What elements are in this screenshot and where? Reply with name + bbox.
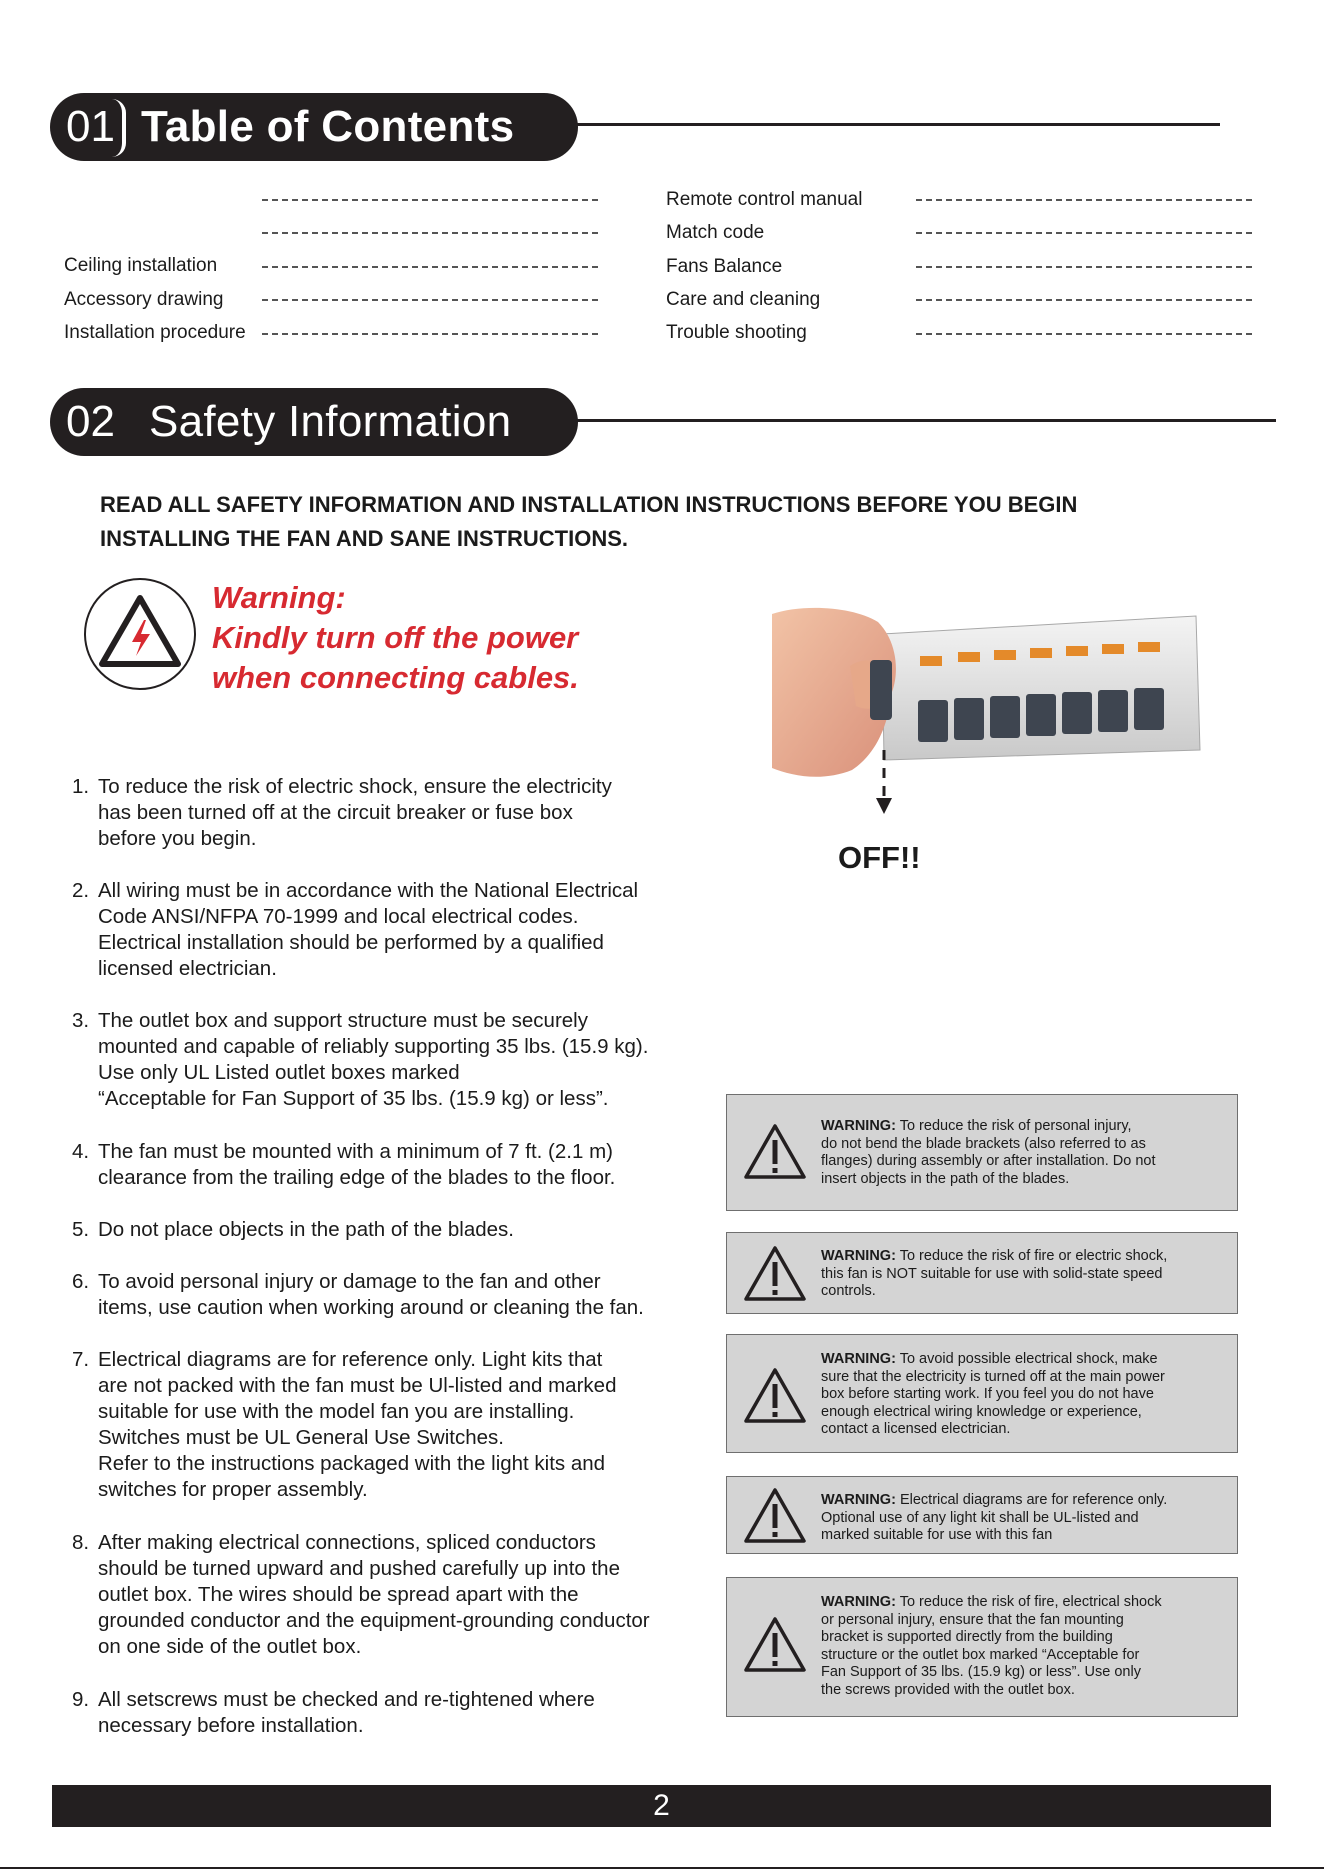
toc-leader (262, 266, 598, 268)
toc-item-label[interactable]: Care and cleaning (666, 289, 821, 310)
safety-item: 4. The fan must be mounted with a minimum of 7 ft. (2.1 m) clearance from the trailing edge of the blades to the floor. (72, 1140, 616, 1189)
toc-leader (916, 299, 1252, 301)
safety-section-header (50, 388, 578, 456)
toc-leader (262, 199, 598, 201)
toc-leader (916, 333, 1252, 335)
toc-section-header (50, 93, 578, 161)
safety-item: 7. Electrical diagrams are for reference only. Light kits that are not packed with the fan must be Ul-listed and marked suitable for use with the model fan you are installing. Switches must be UL General Use Switches. Refer to the instructions packaged with the light kits and switches for proper assembly. (72, 1348, 617, 1501)
safety-item: 8. After making electrical connections, spliced conductors should be turned upward and pushed carefully up into the outlet box. The wires should be spread apart with the grounded conductor and the equipment-grounding conductor on one side of the outlet box. (72, 1531, 650, 1658)
safety-item: 3. The outlet box and support structure must be securely mounted and capable of reliably supporting 35 lbs. (15.9 kg). Use only UL Listed outlet boxes marked “Acceptable for Fan Support of 35 lbs. (15.9 kg) or less”. (72, 1009, 649, 1110)
caution-triangle-icon (743, 1367, 807, 1425)
warning-box: WARNING: To reduce the risk of fire or electric shock, this fan is NOT suitable for use with solid-state speed controls. (726, 1232, 1238, 1314)
caution-triangle-icon (743, 1245, 807, 1303)
safety-item: 6. To avoid personal injury or damage to the fan and other items, use caution when working around or cleaning the fan. (72, 1270, 644, 1319)
safety-item: 9. All setscrews must be checked and re-tightened where necessary before installation. (72, 1688, 595, 1737)
toc-leader (916, 232, 1252, 234)
safety-heading: READ ALL SAFETY INFORMATION AND INSTALLATION INSTRUCTIONS BEFORE YOU BEGIN INSTALLING THE FAN AND SANE INSTRUCTIONS. (100, 492, 1078, 551)
warning-box: WARNING: To avoid possible electrical shock, make sure that the electricity is turned off at the main power box before starting work. If you feel you do not have enough electrical wiring knowledge or experience, contact a licensed electrician. (726, 1334, 1238, 1453)
high-voltage-warning-icon (84, 578, 196, 690)
section-title: Table of Contents (140, 102, 515, 151)
off-label: OFF!! (838, 840, 921, 875)
toc-item-label[interactable]: Trouble shooting (666, 322, 807, 343)
section-rule (570, 123, 1220, 126)
toc-item-label[interactable]: Match code (666, 222, 765, 243)
section-title: Safety Information (148, 397, 512, 446)
toc-leader (916, 266, 1252, 268)
toc-item-label[interactable]: Ceiling installation (64, 255, 218, 276)
caution-triangle-icon (743, 1487, 807, 1545)
caution-triangle-icon (743, 1123, 807, 1181)
toc-leader (916, 199, 1252, 201)
warning-box: WARNING: Electrical diagrams are for reference only. Optional use of any light kit shall be UL-listed and marked suitable for use with this fan (726, 1476, 1238, 1554)
section-number: 02 (66, 397, 115, 446)
circuit-breaker-photo (772, 600, 1204, 860)
safety-item: 1. To reduce the risk of electric shock, ensure the electricity has been turned off at the circuit breaker or fuse box before you begin. (72, 775, 612, 850)
section-number-separator (112, 99, 126, 157)
section-rule (570, 419, 1276, 422)
warning-box: WARNING: To reduce the risk of fire, electrical shock or personal injury, ensure that the fan mounting bracket is supported directly from the building structure or the outlet box marked “Acceptable for Fan Support of 35 lbs. (15.9 kg) or less”. Use only the screws provided with the outlet box. (726, 1577, 1238, 1717)
toc-leader (262, 232, 598, 234)
toc-item-label[interactable]: Installation procedure (64, 322, 246, 343)
warning-box: WARNING: To reduce the risk of personal injury, do not bend the blade brackets (also referred to as flanges) during assembly or after installation. Do not insert objects in the path of the blades. (726, 1094, 1238, 1211)
toc-leader (262, 299, 598, 301)
bottom-rule (0, 1867, 1324, 1869)
caution-triangle-icon (743, 1616, 807, 1674)
safety-item: 5. Do not place objects in the path of the blades. (72, 1218, 514, 1241)
page-footer (52, 1785, 1271, 1827)
toc-item-label[interactable]: Remote control manual (666, 189, 863, 210)
page-number: 2 (653, 1789, 670, 1822)
section-number: 01 (66, 102, 115, 151)
toc-item-label[interactable]: Accessory drawing (64, 289, 224, 310)
power-off-warning: Warning: Kindly turn off the power when connecting cables. (212, 580, 579, 695)
safety-item: 2. All wiring must be in accordance with the National Electrical Code ANSI/NFPA 70-1999 and local electrical codes. Electrical installation should be performed by a qualified licensed electrician. (72, 879, 639, 980)
toc-leader (262, 333, 598, 335)
toc-item-label[interactable]: Fans Balance (666, 256, 783, 277)
